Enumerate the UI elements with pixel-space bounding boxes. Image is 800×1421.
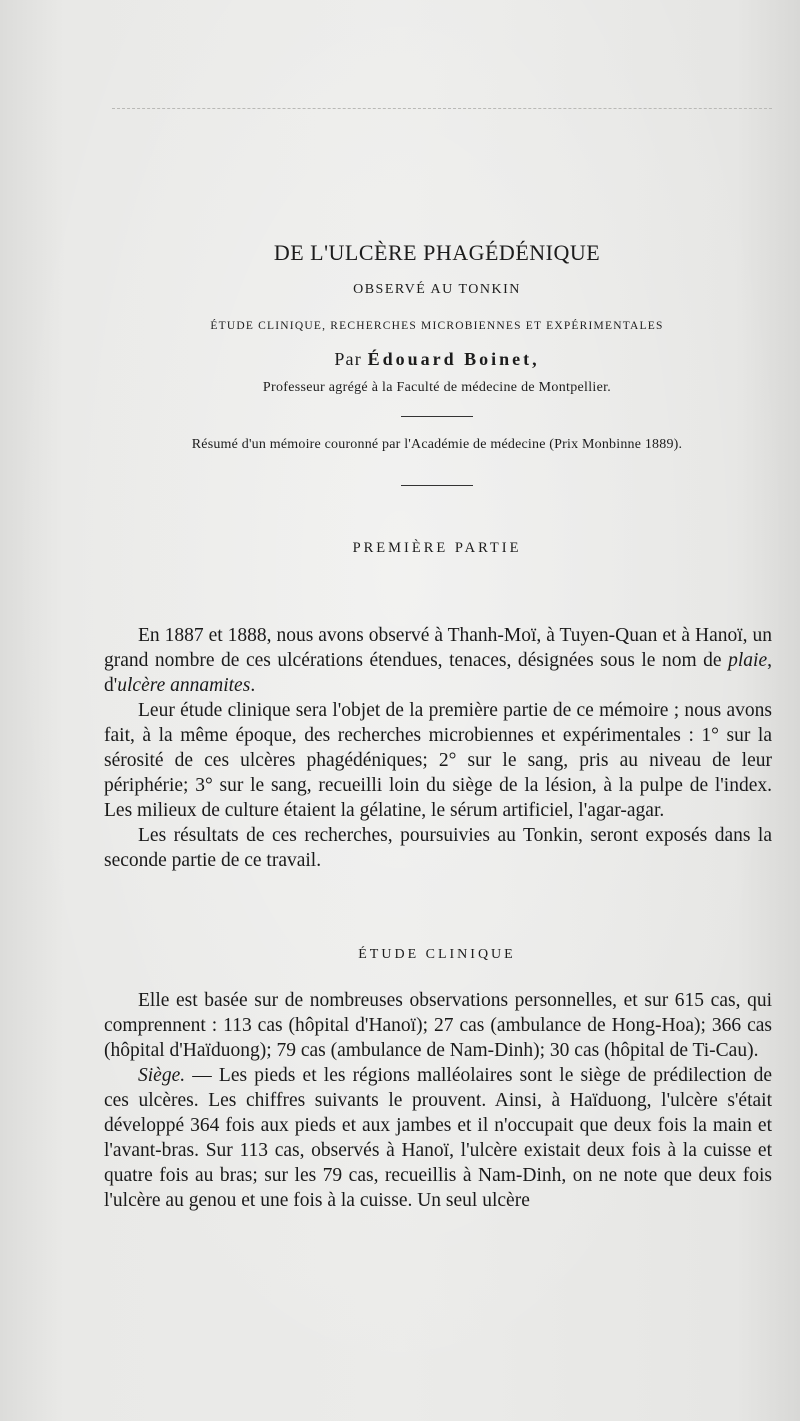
article-title: DE L'ULCÈRE PHAGÉDÉNIQUE <box>273 240 601 265</box>
summary-note: Résumé d'un mémoire couronné par l'Académie de médecine (Prix Monbinne 1889). <box>191 437 683 452</box>
section-heading: ÉTUDE CLINIQUE <box>358 947 516 962</box>
divider-rule <box>401 485 473 486</box>
paragraph: Leur étude clinique sera l'objet de la première partie de ce mémoire ; nous avons fait, à la même époque, des recherches microbiennes et expérimentales : 1° sur la sérosité de ces ulcères phagédéniques; 2° sur le sang, pris au niveau de leur périphérie; 3° sur le sang, recueilli loin du siège de la lésion, à la pulpe de l'index. Les milieux de culture étaient la gélatine, le sérum artificiel, l'agar-agar. <box>104 700 772 821</box>
clinical-section <box>104 988 772 1213</box>
title-block <box>102 238 772 558</box>
text-run: — Les pieds et les régions malléolaires sont le siège de prédilection de ces ulcères. Les chiffres suivants le prouvent. Ainsi, à Haïduong, l'ulcère s'était développé 364 fois aux pieds et aux jambes et il n'occupait que deux fois la main et l'avant-bras. Sur 113 cas, observés à Hanoï, l'ulcère existait deux fois à la cuisse et quatre fois au bras; sur les 79 cas, recueillis à Nam-Dinh, on ne note que deux fois l'ulcère au genou et une fois à la cuisse. Un seul ulcère <box>104 1065 772 1211</box>
author-line <box>102 346 772 372</box>
article-subtitle: OBSERVÉ AU TONKIN <box>353 282 521 297</box>
study-description: ÉTUDE CLINIQUE, RECHERCHES MICROBIENNES ET EXPÉRIMENTALES <box>210 320 664 332</box>
text-run: . <box>250 675 256 696</box>
part-heading: PREMIÈRE PARTIE <box>352 540 522 556</box>
paragraph: Les résultats de ces recherches, poursuivies au Tonkin, seront exposés dans la seconde partie de ce travail. <box>104 825 772 871</box>
italic-term: ulcère annamites <box>117 675 251 696</box>
italic-term: plaie <box>728 650 768 671</box>
text-run: , d' <box>104 650 772 696</box>
italic-label: Siège. <box>138 1065 186 1086</box>
author-prefix: Par <box>334 349 362 369</box>
paragraph: Elle est basée sur de nombreuses observations personnelles, et sur 615 cas, qui comprennent : 113 cas (hôpital d'Hanoï); 27 cas (ambulance de Hong-Hoa); 366 cas (hôpital d'Haïduong); 79 cas (ambulance de Nam-Dinh); 30 cas (hôpital de Ti-Cau). <box>104 990 772 1061</box>
text-run: En 1887 et 1888, nous avons observé à Thanh-Moï, à Tuyen-Quan et à Hanoï, un grand nombre de ces ulcérations étendues, tenaces, désignées sous le nom de <box>104 625 772 671</box>
author-name: Édouard Boinet, <box>367 349 540 369</box>
divider-rule <box>401 416 473 417</box>
paragraph <box>104 1063 772 1213</box>
author-affiliation: Professeur agrégé à la Faculté de médecine de Montpellier. <box>262 380 612 395</box>
paragraph <box>104 623 772 698</box>
header-rule <box>112 108 772 109</box>
intro-section <box>104 623 772 873</box>
